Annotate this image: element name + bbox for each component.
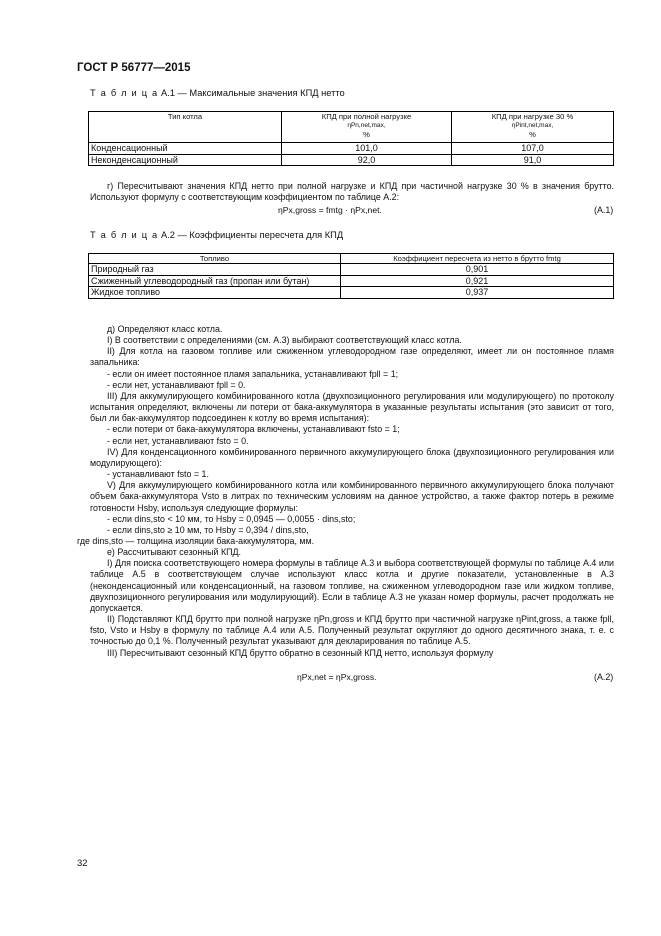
table1-col-part	[452, 112, 614, 143]
formula-a1: ηPx,gross = fmtg · ηPx,net.	[278, 205, 382, 215]
paragraph-d3a: - если потери от бака-аккумулятора включены, устанавливают fsto = 1;	[107, 424, 400, 435]
table2-header-row	[89, 254, 614, 264]
table2-cell-coef: 0,921	[341, 275, 614, 287]
table-a2	[88, 253, 614, 299]
paragraph-d5c: где dins,sto — толщина изоляции бака-аккумулятора, мм.	[77, 535, 315, 546]
table-a1	[88, 111, 614, 166]
paragraph-d3: III) Для аккумулирующего комбинированного котла (двухпозиционного регулирования или модулирующего) по протоколу испытания определяют, включены ли потери от бака-аккумулятора в указанные результаты испытания (это зависит от того, был ли бак-аккумулятор подсоединен к котлу во время испытания):	[90, 390, 614, 424]
table1-cell-full: 101,0	[282, 143, 452, 155]
table1-cell-part: 91,0	[452, 154, 614, 166]
paragraph-d-head: д) Определяют класс котла.	[107, 324, 223, 334]
document-code: ГОСТ Р 56777—2015	[77, 62, 191, 74]
table1-cell-full: 92,0	[282, 154, 452, 166]
table-row	[89, 143, 614, 155]
table-row	[89, 275, 614, 287]
equation-number-a1: (A.1)	[594, 205, 614, 215]
table2-cell-fuel: Природный газ	[89, 264, 341, 276]
table-row	[89, 264, 614, 276]
table1-caption-text: А.1 — Максимальные значения КПД нетто	[160, 88, 345, 98]
page-number: 32	[77, 858, 88, 869]
table2-col-coef: Коэффициент пересчета из нетто в брутто fmtg	[341, 254, 614, 264]
body-text	[77, 324, 614, 659]
table1-col-full-symbol: ηPn,net,max,	[347, 122, 386, 129]
table2-caption-text: А.2 — Коэффициенты пересчета для КПД	[160, 230, 344, 240]
paragraph-g-text: г) Пересчитывают значения КПД нетто при полной нагрузке и КПД при частичной нагрузке 30 % в значения брутто. Используют формулу с соответствующим коэффициентом по таблице А.2:	[90, 181, 614, 203]
table1-col-part-unit: %	[529, 130, 536, 139]
table2-cell-coef: 0,937	[341, 287, 614, 299]
paragraph-g	[90, 181, 614, 203]
paragraph-e3: III) Пересчитывают сезонный КПД брутто обратно в сезонный КПД нетто, используя формулу	[107, 647, 494, 658]
table1-col-part-label: КПД при нагрузке 30 %	[491, 112, 574, 121]
table1-header-row	[89, 112, 614, 143]
paragraph-d2b: - если нет, устанавливают fpll = 0.	[107, 379, 246, 390]
paragraph-d5a: - если dins,sto < 10 мм, то Hsby = 0,0945 — 0,0055 · dins,sto;	[107, 513, 356, 524]
paragraph-d4: IV) Для конденсационного комбинированного первичного аккумулирующего блока (двухпозиционного регулирования или модулирующего):	[90, 446, 614, 468]
paragraph-d2: II) Для котла на газовом топливе или сжиженном углеводородном газе определяют, имеет ли он постоянное пламя запальника:	[90, 346, 614, 368]
table2-cell-fuel: Сжиженный углеводородный газ (пропан или бутан)	[89, 275, 341, 287]
table1-caption	[90, 88, 345, 98]
table2-cell-fuel: Жидкое топливо	[89, 287, 341, 299]
table2-cell-coef: 0,901	[341, 264, 614, 276]
equation-number-a2: (A.2)	[594, 672, 614, 682]
paragraph-d4a: - устанавливают fsto = 1.	[107, 469, 209, 480]
paragraph-d2a: - если он имеет постоянное пламя запальника, устанавливают fpll = 1;	[107, 368, 399, 379]
table2-caption-label: Т а б л и ц а	[90, 230, 159, 240]
formula-a2: ηPx,net = ηPx,gross.	[297, 672, 377, 682]
table1-col-full	[282, 112, 452, 143]
table1-col-type: Тип котла	[89, 112, 282, 143]
table-row	[89, 154, 614, 166]
table1-col-part-symbol: ηPint,net,max,	[511, 122, 554, 129]
table1-caption-label: Т а б л и ц а	[90, 88, 159, 98]
paragraph-e-head: е) Рассчитывают сезонный КПД.	[107, 547, 241, 558]
paragraph-d3b: - если нет, устанавливают fsto = 0.	[107, 435, 249, 446]
paragraph-e1: I) Для поиска соответствующего номера формулы в таблице А.3 и выбора соответствующей формулы по таблице А.4 или таблице А.5 в соответствующем случае используют класс котла и другие показатели, установленные в А.3 (неконденсационный или конденсационный, на газовом топливе, на сжиженном углеводородном газе или жидком топливе, двухпозиционного регулирования или модулирующий). Если в таблице А.3 не указан номер формулы, расчет продолжать не допускается.	[90, 558, 614, 613]
table1-cell-type: Конденсационный	[89, 143, 282, 155]
paragraph-d1: I) В соответствии с определениями (см. А.3) выбирают соответствующий класс котла.	[107, 335, 462, 346]
paragraph-e2: II) Подставляют КПД брутто при полной нагрузке ηPn,gross и КПД брутто при частичной нагрузке ηPint,gross, а также fpll, fsto, Vsto и Hsby в формулу по таблице А.4 или А.5. Полученный результат округляют до одного десятичного знака, т. е. с точностью до 0,1 %. Полученный результат указывают для декларирования по таблице А.5.	[90, 614, 614, 647]
table1-col-full-unit: %	[363, 130, 370, 139]
table1-cell-part: 107,0	[452, 143, 614, 155]
table1-col-full-label: КПД при полной нагрузке	[321, 112, 412, 121]
paragraph-d5b: - если dins,sto ≥ 10 мм, то Hsby = 0,394 / dins,sto,	[107, 524, 309, 535]
paragraph-d5: V) Для аккумулирующего комбинированного котла или комбинированного первичного аккумулирующего блока получают объем бака-аккумулятора Vsto в литрах по техническим условиям на данное устройство, а также фактор потерь в режиме готовности Hsby, используя следующие формулы:	[90, 480, 614, 513]
table2-caption	[90, 230, 343, 240]
table-row	[89, 287, 614, 299]
table2-col-fuel: Топливо	[89, 254, 341, 264]
table1-cell-type: Неконденсационный	[89, 154, 282, 166]
